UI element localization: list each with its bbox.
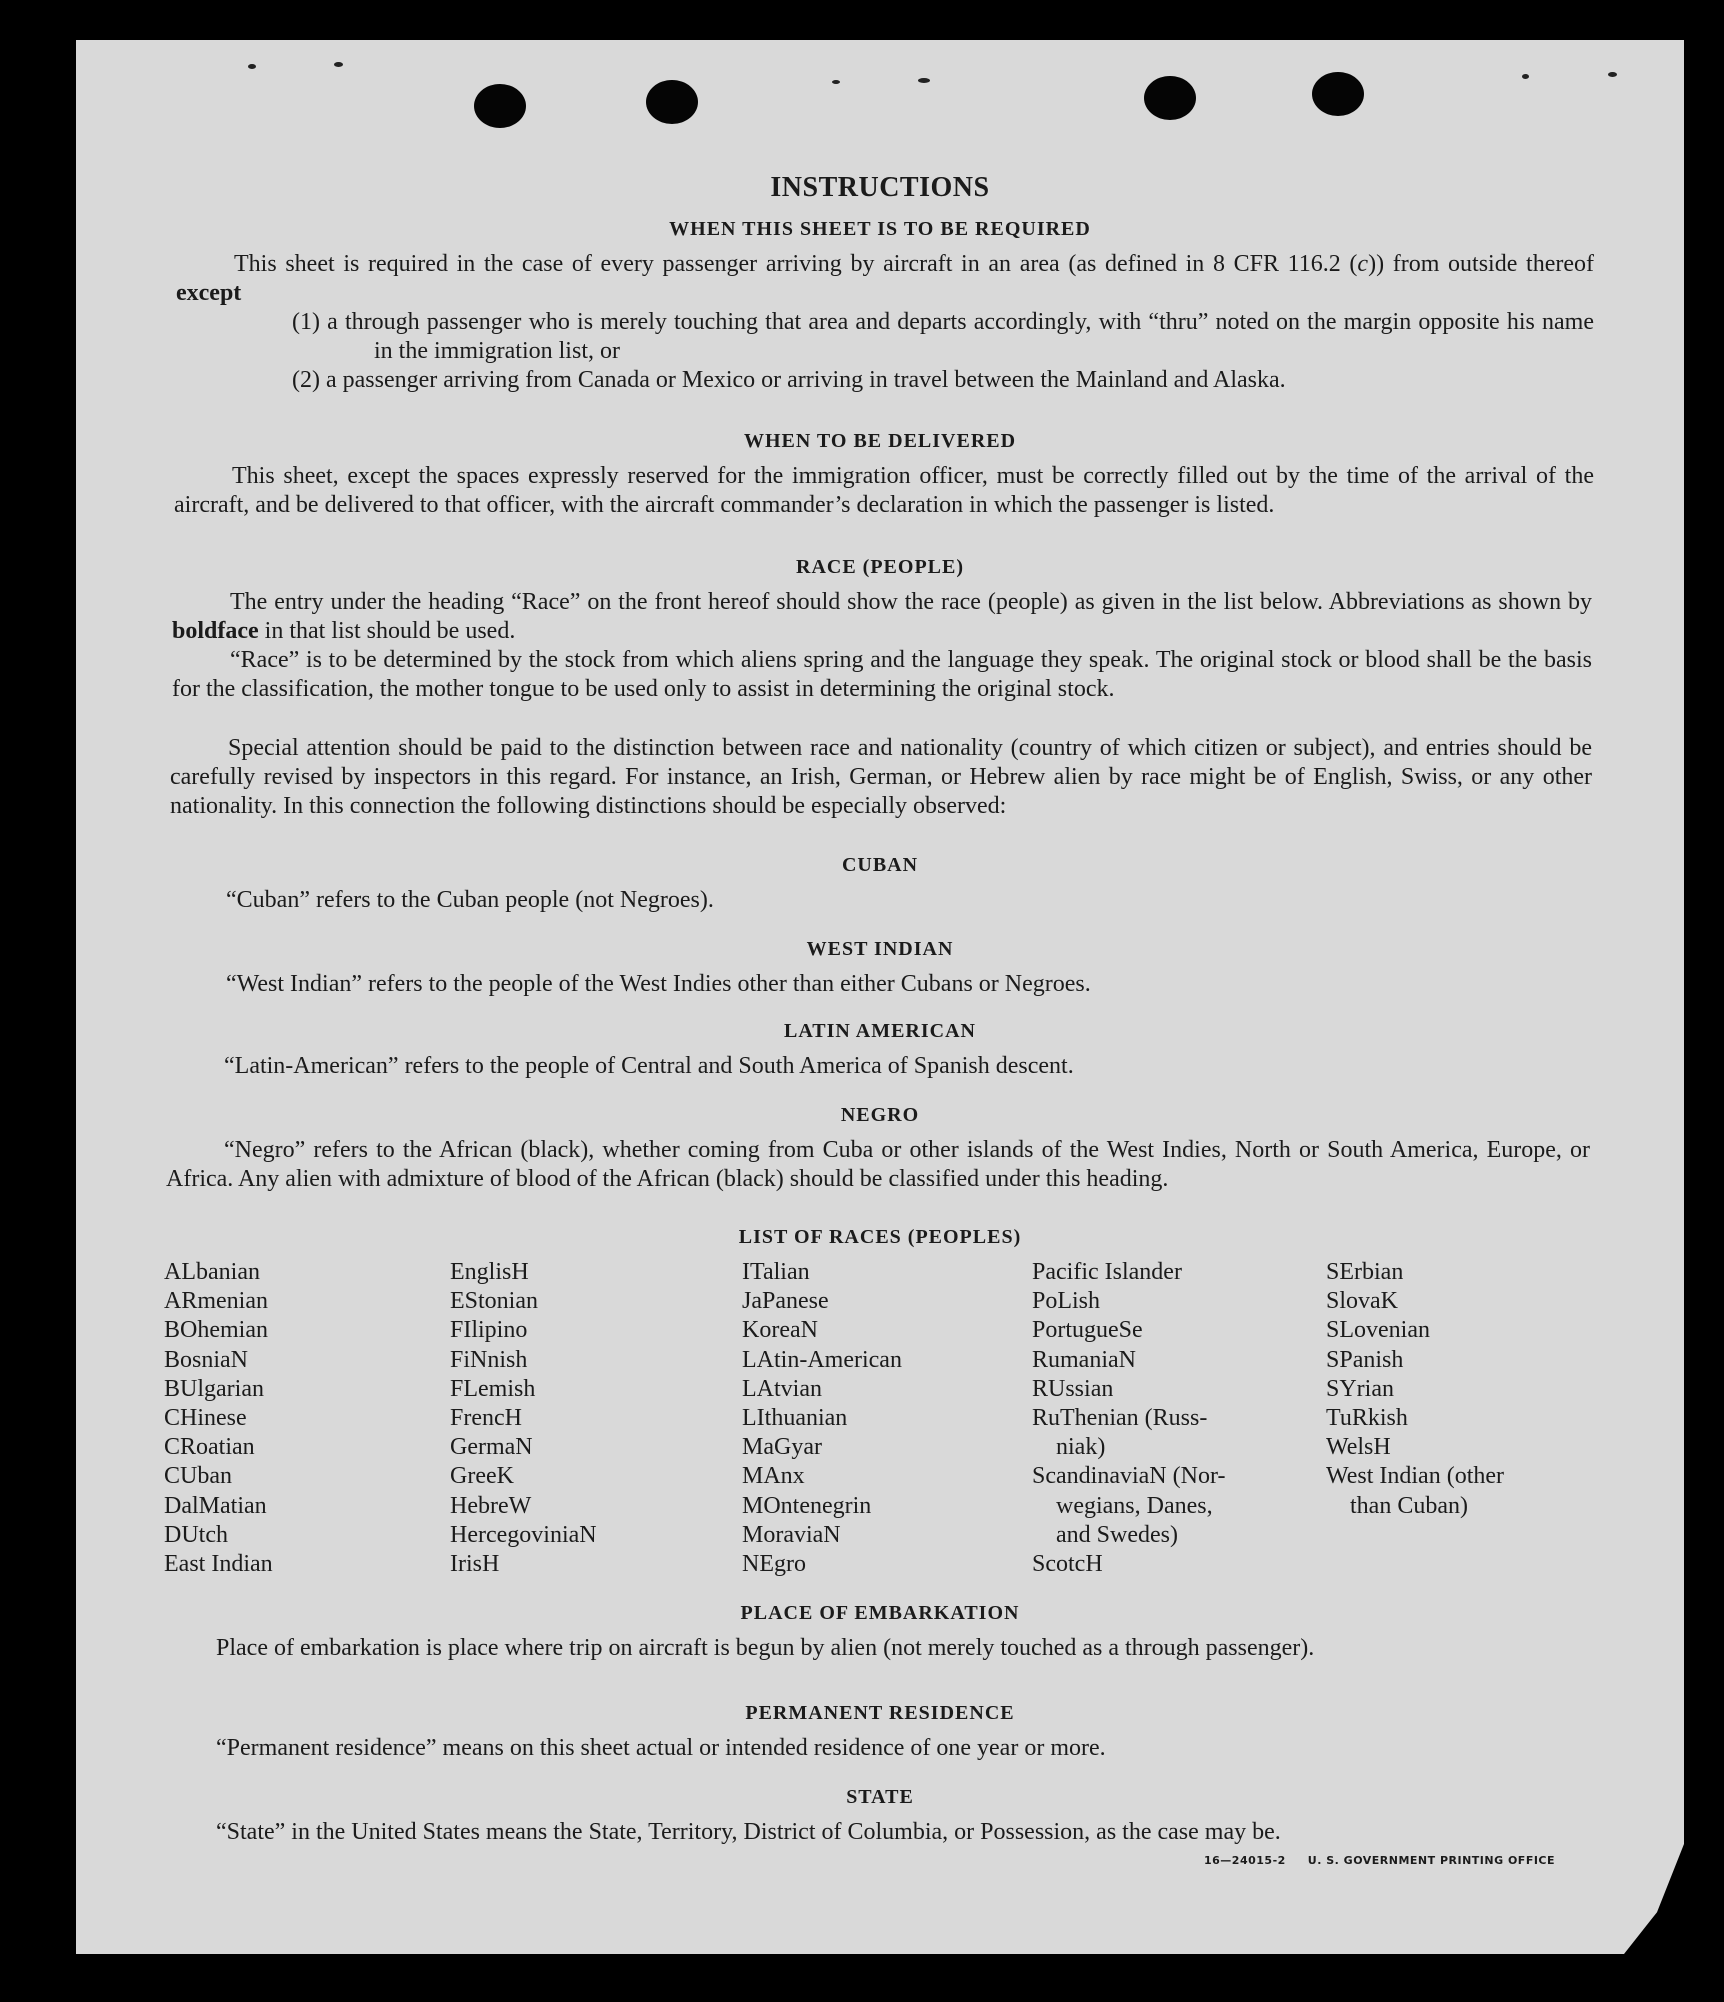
race-entry: KoreaN	[742, 1317, 818, 1344]
race-entry: LIthuanian	[742, 1405, 848, 1432]
required-intro-subsection: c	[1357, 251, 1369, 277]
race-entry: RumaniaN	[1032, 1346, 1136, 1373]
west-indian-text: “West Indian” refers to the people of the West Indies other than either Cubans or Negroes.	[226, 971, 1091, 997]
race-entry: PoLish	[1032, 1288, 1101, 1315]
race-paragraph-2	[172, 646, 1592, 704]
heading-list-of-races: LIST OF RACES (PEOPLES)	[738, 1226, 1022, 1248]
race-entry: BUlgarian	[164, 1375, 264, 1402]
document-title: INSTRUCTIONS	[770, 172, 990, 203]
heading-when-delivered: WHEN TO BE DELIVERED	[743, 430, 1017, 452]
latin-american-text: “Latin-American” refers to the people of Central and South America of Spanish descent.	[224, 1053, 1074, 1079]
race-entry: IrisH	[450, 1551, 500, 1578]
embarkation-text	[158, 1634, 1588, 1663]
races-column-1	[164, 1258, 273, 1579]
race-entry: East Indian	[164, 1551, 273, 1578]
race-entry: CUban	[164, 1463, 232, 1490]
race-entry: DUtch	[164, 1521, 228, 1548]
heading-place-of-embarkation: PLACE OF EMBARKATION	[740, 1602, 1020, 1624]
race-p3-text: Special attention should be paid to the distinction between race and nationality (country of which citizen or subject), and entries should be carefully revised by inspectors in this regard. For instance, an Irish, German, or Hebrew alien by race might be of English, Swiss, or any other nationality. In this connection the following distinctions should be especially observed:	[170, 735, 1592, 819]
race-entry-continuation: and Swedes)	[1056, 1521, 1178, 1548]
required-item-1: (1) a through passenger who is merely touching that area and departs accordingly, with “thru” noted on the margin opposite his name in the immigration list, or	[292, 309, 1594, 364]
race-entry: SYrian	[1326, 1375, 1394, 1402]
embarkation-text-body: Place of embarkation is place where trip on aircraft is begun by alien (not merely touched as a through passenger).	[216, 1635, 1315, 1661]
heading-when-required: WHEN THIS SHEET IS TO BE REQUIRED	[669, 218, 1091, 240]
race-entry: LAtin-American	[742, 1346, 902, 1373]
race-entry: FrencH	[450, 1405, 522, 1432]
race-entry: HercegoviniaN	[450, 1521, 597, 1548]
required-intro	[176, 250, 1594, 308]
state-text-body: “State” in the United States means the State, Territory, District of Columbia, or Possession, as the case may be.	[216, 1819, 1281, 1845]
race-p1-bold: boldface	[172, 618, 259, 644]
negro-text-body: “Negro” refers to the African (black), whether coming from Cuba or other islands of the West Indies, North or South America, Europe, or Africa. Any alien with admixture of blood of the African (black) should be classified under this heading.	[166, 1137, 1590, 1192]
race-entry: SLovenian	[1326, 1317, 1430, 1344]
printer-name: U. S. GOVERNMENT PRINTING OFFICE	[1307, 1854, 1556, 1867]
form-number: 16—24015-2	[1204, 1854, 1286, 1867]
race-entry-continuation: than Cuban)	[1350, 1492, 1468, 1519]
race-entry: RuThenian (Russ-	[1032, 1405, 1208, 1432]
race-entry: FiNnish	[450, 1346, 528, 1373]
race-entry: GermaN	[450, 1434, 533, 1461]
race-paragraph-3	[170, 734, 1592, 821]
race-entry: LAtvian	[742, 1375, 822, 1402]
footer-print-line	[1204, 1854, 1577, 1867]
required-intro-text: This sheet is required in the case of every passenger arriving by aircraft in an area (as defined in 8 CFR 116.2 (	[234, 251, 1358, 277]
page-content	[76, 40, 1684, 1954]
race-entry: JaPanese	[742, 1288, 829, 1315]
race-entry: CHinese	[164, 1405, 247, 1432]
race-entry: NEgro	[742, 1551, 806, 1578]
race-entry: SErbian	[1326, 1259, 1404, 1285]
race-entry: BOhemian	[164, 1317, 268, 1344]
race-p1-text-2: in that list should be used.	[258, 618, 516, 644]
race-entry: ALbanian	[164, 1259, 260, 1285]
race-p2-text: “Race” is to be determined by the stock from which aliens spring and the language they speak. The original stock or blood shall be the basis for the classification, the mother tongue to be used only to assist in determining the original stock.	[172, 647, 1592, 702]
heading-latin-american: LATIN AMERICAN	[784, 1020, 976, 1042]
race-entry: MoraviaN	[742, 1521, 841, 1548]
race-p1-text: The entry under the heading “Race” on the front hereof should show the race (people) as given in the list below. Abbreviations as shown by	[230, 589, 1592, 615]
race-entry: MaGyar	[742, 1434, 822, 1461]
heading-race: RACE (PEOPLE)	[796, 556, 964, 578]
race-entry: EStonian	[450, 1288, 538, 1315]
race-entry: ScotcH	[1032, 1551, 1103, 1578]
delivered-text	[174, 462, 1594, 520]
heading-permanent-residence: PERMANENT RESIDENCE	[745, 1702, 1015, 1724]
heading-negro: NEGRO	[840, 1104, 920, 1126]
race-entry: ScandinaviaN (Nor-	[1032, 1463, 1226, 1490]
race-entry: SPanish	[1326, 1346, 1404, 1373]
race-entry: FIlipino	[450, 1317, 528, 1344]
race-entry: CRoatian	[164, 1434, 255, 1461]
residence-text: “Permanent residence” means on this sheet actual or intended residence of one year or more.	[216, 1735, 1106, 1761]
heading-west-indian: WEST INDIAN	[806, 938, 954, 960]
heading-state: STATE	[846, 1786, 914, 1808]
race-entry: Pacific Islander	[1032, 1259, 1182, 1285]
delivered-text-body: This sheet, except the spaces expressly reserved for the immigration officer, must be correctly filled out by the time of the arrival of the aircraft, and be delivered to that officer, with the aircraft commander’s declaration in which the passenger is listed.	[174, 463, 1594, 518]
race-entry: West Indian (other	[1326, 1463, 1505, 1490]
required-intro-except: except	[176, 280, 242, 306]
race-entry: PortugueSe	[1032, 1317, 1143, 1344]
negro-text	[166, 1136, 1590, 1194]
race-entry: EnglisH	[450, 1259, 529, 1285]
races-column-3	[742, 1258, 902, 1579]
required-item-2: (2) a passenger arriving from Canada or Mexico or arriving in travel between the Mainland and Alaska.	[292, 367, 1286, 393]
race-entry-continuation: niak)	[1056, 1434, 1106, 1461]
races-column-2	[450, 1258, 597, 1579]
heading-cuban: CUBAN	[841, 854, 919, 876]
cuban-text: “Cuban” refers to the Cuban people (not Negroes).	[226, 887, 714, 913]
races-column-5	[1326, 1258, 1504, 1521]
race-entry: WelsH	[1326, 1434, 1391, 1461]
races-column-4	[1032, 1258, 1225, 1579]
race-entry: ITalian	[742, 1259, 810, 1285]
race-entry: DalMatian	[164, 1492, 267, 1519]
race-entry: GreeK	[450, 1463, 514, 1490]
race-entry: FLemish	[450, 1375, 536, 1402]
race-entry: BosniaN	[164, 1346, 248, 1373]
race-entry: HebreW	[450, 1492, 532, 1519]
state-text	[158, 1818, 1588, 1847]
required-intro-text-2: )) from outside thereof	[1368, 251, 1595, 277]
race-entry: MAnx	[742, 1463, 805, 1490]
race-entry: RUssian	[1032, 1375, 1114, 1402]
race-entry: MOntenegrin	[742, 1492, 872, 1519]
race-paragraph-1	[172, 588, 1592, 646]
race-entry: ARmenian	[164, 1288, 268, 1315]
race-entry-continuation: wegians, Danes,	[1056, 1492, 1213, 1519]
race-entry: TuRkish	[1326, 1405, 1408, 1432]
race-entry: SlovaK	[1326, 1288, 1398, 1315]
